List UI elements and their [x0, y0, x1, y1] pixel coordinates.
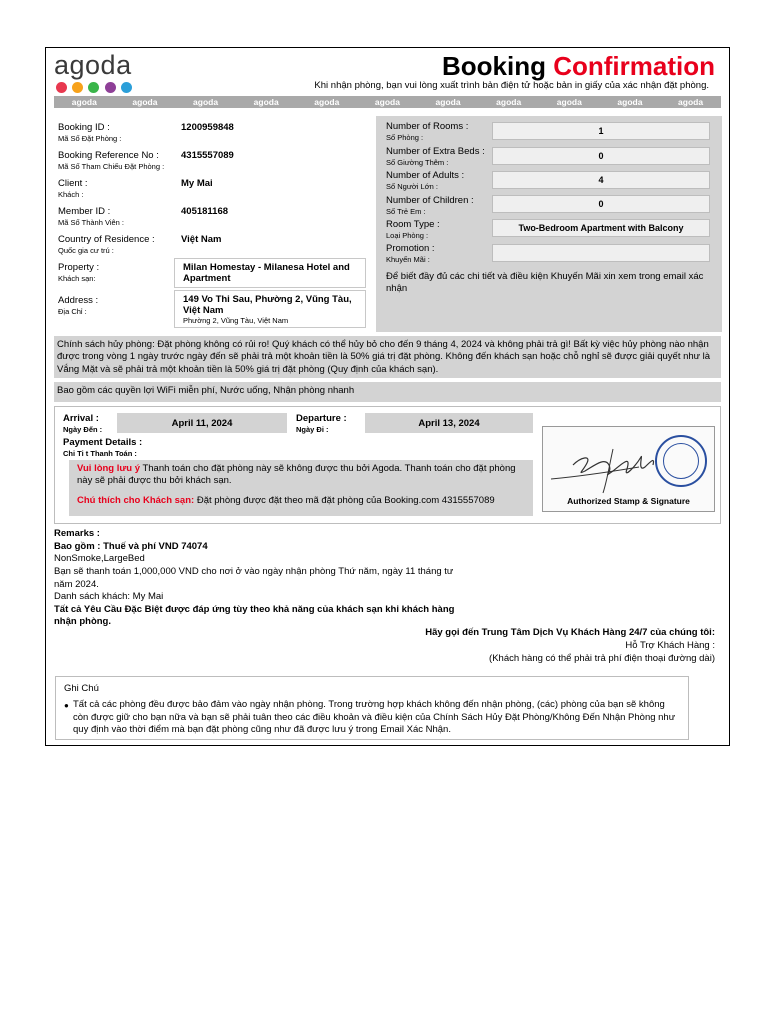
- booking-id-label: Booking ID : Mã Số Đặt Phòng :: [58, 122, 122, 143]
- arrival-date: April 11, 2024: [117, 413, 287, 433]
- room-details-panel: [376, 116, 722, 332]
- benefits-bar: Bao gồm các quyền lợi WiFi miễn phí, Nước uống, Nhận phòng nhanh: [54, 382, 721, 402]
- property-label: Property : Khách sạn:: [58, 262, 100, 283]
- remarks-line3: Danh sách khách: My Mai: [54, 591, 164, 603]
- logo-dot-purple: [105, 82, 116, 93]
- logo-dot-blue: [121, 82, 132, 93]
- strip-item: agoda: [132, 97, 158, 107]
- remarks-special: Tất cả Yêu Cầu Đặc Biệt được đáp ứng tùy theo khả năng của khách sạn khi khách hàng nhận phòng.: [54, 603, 455, 628]
- strip-item: agoda: [314, 97, 340, 107]
- booking-id-value: 1200959848: [181, 122, 234, 133]
- remarks-line1: NonSmoke,LargeBed: [54, 553, 145, 565]
- extra-beds-label: Number of Extra Beds : Số Giường Thêm :: [386, 146, 485, 167]
- address-label: Address : Địa Chỉ :: [58, 295, 99, 316]
- logo-dot-green: [88, 82, 99, 93]
- departure-date: April 13, 2024: [365, 413, 533, 433]
- remarks-title: Remarks :: [54, 528, 100, 539]
- strip-item: agoda: [193, 97, 219, 107]
- strip-item: agoda: [678, 97, 704, 107]
- agoda-strip: [54, 96, 721, 108]
- strip-item: agoda: [374, 97, 400, 107]
- client-value: My Mai: [181, 178, 213, 189]
- page-title: [442, 51, 715, 82]
- payment-label: Payment Details : Chi Ti t Thanh Toán :: [63, 437, 143, 458]
- departure-label: Departure : Ngày Đi :: [296, 413, 347, 434]
- children-value: 0: [492, 195, 710, 213]
- promotion-value: [492, 244, 710, 262]
- stay-payment-box: [54, 406, 721, 524]
- notes-title: Ghi Chú: [64, 683, 99, 694]
- support-call: Hãy gọi đến Trung Tâm Dịch Vụ Khách Hàng 24/7 của chúng tôi:: [425, 627, 715, 638]
- support-note: (Khách hàng có thể phải trả phí điện thoại đường dài): [489, 653, 715, 665]
- country-value: Việt Nam: [181, 234, 222, 245]
- room-type-value: Two-Bedroom Apartment with Balcony: [492, 219, 710, 237]
- agoda-logo: agoda: [54, 50, 132, 80]
- promotion-note: Để biết đầy đủ các chi tiết và điều kiện Khuyến Mãi xin xem trong email xác nhận: [386, 271, 704, 295]
- payment-note-1: Vui lòng lưu ý Thanh toán cho đặt phòng này sẽ không được thu bởi Agoda. Thanh toán cho đặt phòng này sẽ phải được thu bởi khách sạn.: [77, 463, 516, 487]
- adults-label: Number of Adults : Số Người Lớn :: [386, 170, 465, 191]
- booking-document: [45, 47, 730, 746]
- address-value: [174, 290, 366, 328]
- seal-inner-ring: [663, 443, 699, 479]
- stamp-caption: Authorized Stamp & Signature: [567, 496, 690, 506]
- member-id-label: Member ID : Mã Số Thành Viên :: [58, 206, 125, 227]
- remarks-line2: Bạn sẽ thanh toán 1,000,000 VND cho nơi ở vào ngày nhận phòng Thứ năm, ngày 11 tháng tư năm 2024.: [54, 565, 454, 590]
- support-label: Hỗ Trợ Khách Hàng :: [625, 640, 715, 652]
- company-seal: [655, 435, 707, 487]
- remarks-section: [54, 528, 474, 629]
- cancellation-policy: Chính sách hủy phòng: Đặt phòng không có rủi ro! Quý khách có thể hủy bỏ cho đến 9 tháng 4, 2024 và không phải trả gì! Bất kỳ việc hủy phòng nào nhận được trong vòng 1 ngày trước ngày đến sẽ phải trả một khoản tiền là 50% giá trị đặt phòng. Không đến khách sạn hoặc chỗ nghỉ sẽ được giải quyết như là Vắng Mặt và sẽ phải trả một khoản tiền là 50% giá trị đặt phòng (Quy định của khách sạn).: [54, 336, 721, 378]
- stamp-signature-box: [542, 426, 715, 512]
- arrival-label: Arrival : Ngày Đến :: [63, 413, 103, 434]
- title-red: Confirmation: [553, 51, 715, 81]
- extra-beds-value: 0: [492, 147, 710, 165]
- strip-item: agoda: [253, 97, 279, 107]
- reference-no-value: 4315557089: [181, 150, 234, 161]
- adults-value: 4: [492, 171, 710, 189]
- room-type-label: Room Type : Loại Phòng :: [386, 219, 440, 240]
- notes-box: [55, 676, 689, 740]
- strip-item: agoda: [556, 97, 582, 107]
- client-label: Client : Khách :: [58, 178, 88, 199]
- strip-item: agoda: [496, 97, 522, 107]
- address-sub: Phường 2, Vũng Tàu, Việt Nam: [183, 316, 289, 325]
- country-label: Country of Residence : Quốc gia cư trú :: [58, 234, 155, 255]
- title-black: Booking: [442, 51, 546, 81]
- property-value: Milan Homestay - Milanesa Hotel and Apartment: [174, 258, 366, 288]
- rooms-label: Number of Rooms : Số Phòng :: [386, 121, 469, 142]
- rooms-value: 1: [492, 122, 710, 140]
- children-label: Number of Children : Số Trẻ Em :: [386, 195, 474, 216]
- remarks-included: Bao gồm : Thuế và phí VND 74074: [54, 540, 208, 552]
- logo-dot-orange: [72, 82, 83, 93]
- bullet-icon: ●: [64, 700, 69, 710]
- promotion-label: Promotion : Khuyến Mãi :: [386, 243, 435, 264]
- payment-notes: [69, 460, 533, 516]
- strip-item: agoda: [71, 97, 97, 107]
- logo-dot-red: [56, 82, 67, 93]
- strip-item: agoda: [617, 97, 643, 107]
- notes-item: [64, 699, 680, 737]
- header-subtitle: Khi nhận phòng, bạn vui lòng xuất trình bản điện tử hoặc bản in giấy của xác nhận đặt phòng.: [314, 80, 709, 91]
- strip-item: agoda: [435, 97, 461, 107]
- member-id-value: 405181168: [181, 206, 229, 217]
- payment-note-2: Chú thích cho Khách sạn: Đặt phòng được đặt theo mã đặt phòng của Booking.com 4315557089: [77, 494, 495, 506]
- reference-no-label: Booking Reference No : Mã Số Tham Chiếu Đặt Phòng :: [58, 150, 165, 171]
- address-main: 149 Vo Thi Sau, Phường 2, Vũng Tàu, Việt Nam: [183, 294, 352, 316]
- notes-text: Tất cả các phòng đều được bảo đảm vào ngày nhận phòng. Trong trường hợp khách không đến nhận phòng, (các) phòng của bạn sẽ không còn được giữ cho bạn nữa và bạn sẽ phải tuân theo các điều khoản và điều kiện của Chính Sách Hủy Đặt Phòng/Không Đến Nhận Phòng như quy định vào thời điểm mà bạn đặt phòng cũng như đã được lưu ý trong Email Xác Nhận.: [73, 698, 676, 736]
- support-section: [425, 626, 715, 665]
